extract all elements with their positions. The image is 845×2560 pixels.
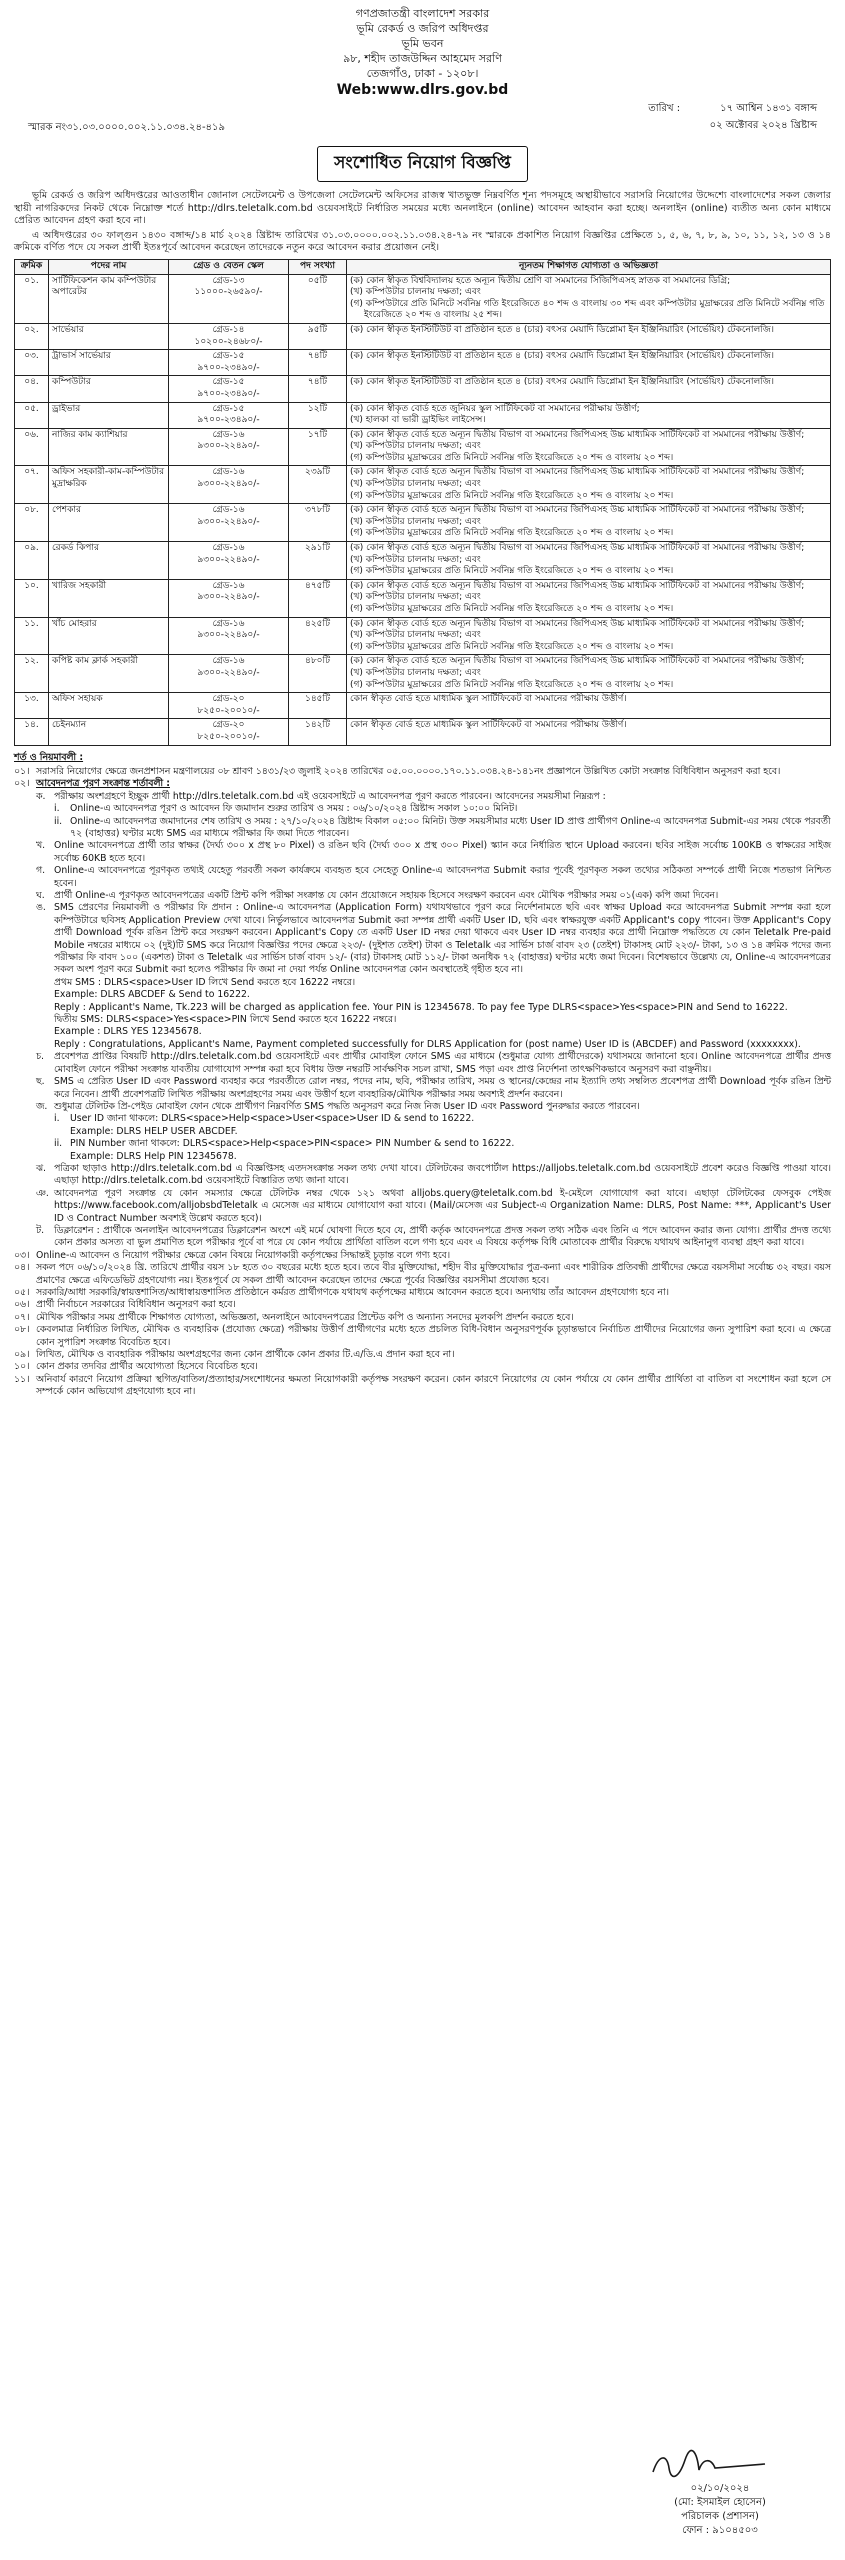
grade-label: গ্রেড-১৫ [212,351,245,362]
cell-grade [169,719,289,745]
date-bangla: ১৭ আশ্বিন ১৪৩১ বঙ্গাব্দ [720,103,817,114]
grade-label: গ্রেড-২০ [212,694,245,705]
qualification-line: (ক) কোন স্বীকৃত বোর্ড হতে জুনিয়র স্কুল সার্টিফিকেট বা সমমানের পরীক্ষায় উত্তীর্ণ; [350,403,640,414]
qualification-line: (ক) কোন স্বীকৃত ইনস্টিটিউট বা প্রতিষ্ঠান হতে ৪ (চার) বৎসর মেয়াদি ডিপ্লোমা ইন ইঞ্জিনিয়ারিং (সার্ভেয়িং) টেকনোলজি। [350,324,775,335]
qualification-line: (ক) কোন স্বীকৃত বোর্ড হতে অন্যূন দ্বিতীয় বিভাগ বা সমমানের জিপিএসহ উচ্চ মাধ্যমিক সার্টিফিকেট বা সমমানের পরীক্ষায় উত্তীর্ণ; [350,656,805,667]
qualification-line: (খ) কম্পিউটার চালনায় দক্ষতা; এবং [350,479,481,490]
qualification-line: (খ) কম্পিউটার চালনায় দক্ষতা; এবং [350,287,481,298]
qualification-line: (ক) কোন স্বীকৃত বোর্ড হতে অন্যূন দ্বিতীয় বিভাগ বা সমমানের জিপিএসহ উচ্চ মাধ্যমিক সার্টিফিকেট বা সমমানের পরীক্ষায় উত্তীর্ণ; [350,580,805,591]
rule-number: ০৬। [14,1299,30,1311]
cell-count: ৭৪টি [289,350,347,376]
th-grade: গ্রেড ও বেতন স্কেল [169,259,289,274]
table-header-row [15,259,831,274]
th-qualification: ন্যূনতম শিক্ষাগত যোগ্যতা ও অভিজ্ঞতা [347,259,831,274]
grade-label: গ্রেড-১৬ [212,580,245,591]
qualification-line: (খ) কম্পিউটার চালনায় দক্ষতা; এবং [350,667,481,678]
grade-label: গ্রেড-১৬ [212,543,245,554]
cell-grade [169,274,289,323]
cell-post-name: ট্রাভার্স সার্ভেয়ার [49,350,169,376]
header-department: ভূমি রেকর্ড ও জরিপ অধিদপ্তর [356,22,489,35]
cell-qualification [347,655,831,693]
rule-text: Online-এ আবেদনপত্রে পূরণকৃত তথ্যই যেহেতু পরবর্তী সকল কার্যক্রমে ব্যবহৃত হবে সেহেতু Online-এ আবেদনপত্র Submit করার পূর্বেই পূরণকৃত সকল তথ্যের সঠিকতা সম্পর্কে প্রার্থী নিজে শতভাগ নিশ্চিত হবেন। [54,865,831,889]
rule-sub-item [14,1225,831,1250]
pay-scale: ৯৭০০-২৩৪৯০/- [197,362,260,373]
cell-grade [169,655,289,693]
cell-serial: ১৪. [15,719,49,745]
rule-item [14,778,831,790]
cell-qualification [347,719,831,745]
pay-scale: ৮২৫০-২০০১০/- [197,731,260,742]
office-header [14,6,831,98]
rule-number: ঙ. [36,902,46,914]
cell-post-name: সার্ভেয়ার [49,323,169,349]
rule-text: প্রার্থী Online-এ পূরণকৃত আবেদনপত্রের একটি প্রিন্ট কপি পরীক্ষা সংক্রান্ত যে কোন প্রয়োজনে সহায়ক হিসেবে সংরক্ষণ করবেন এবং মৌখিক পরীক্ষার সময় ০১(এক) কপি জমা দিবেন। [54,890,719,901]
rule-text: আবেদনপত্র পূরণ সংক্রান্ত যে কোন সমস্যার ক্ষেত্রে টেলিটক নম্বর থেকে ১২১ অথবা alljobs.query@teletalk.com.bd ই-মেইলে যোগাযোগ করা যাবে। এছাড়া টেলিটকের ফেসবুক পেইজ https://www.facebook.com/alljobsbdTeletalk এ মেসেজ এর মাধ্যমে যোগাযোগ করা যাবে। (Mail/মেসেজ এর Subject-এ Organization Name: DLRS, Post Name: ***, Applicant's User ID ও Contract Number অবশ্যই উল্লেখ করতে হবে)। [54,1187,831,1224]
intro-paragraph: ভূমি রেকর্ড ও জরিপ অধিদপ্তরের আওতাধীন জোনাল সেটেলমেন্ট ও উপজেলা সেটেলমেন্ট অফিসের রাজস্ব খাতভুক্ত নিম্নবর্ণিত শূন্য পদসমূহে অস্থায়ীভাবে সরাসরি নিয়োগের উদ্দেশ্যে বাংলাদেশের সকল জেলার স্থায়ী নাগরিকদের নিকট থেকে নিম্নোক্ত শর্তে http://dlrs.teletalk.com.bd ওয়েবসাইটে নির্ধারিত সময়ের মধ্যে অনলাইনে (online) আবেদন আহবান করা হচ্ছে। অনলাইন (online) ব্যতীত অন্য কোন মাধ্যমে প্রেরিত আবেদন গ্রহণ করা হবে না। [14,190,831,227]
header-website[interactable]: Web:www.dlrs.gov.bd [336,82,509,98]
cell-qualification [347,350,831,376]
cell-count: ১৪২টি [289,719,347,745]
rule-text: কোন প্রকার তদবির প্রার্থীর অযোগ্যতা হিসেবে বিবেচিত হবে। [36,1361,258,1373]
rule-text: পরীক্ষায় অংশগ্রহণে ইচ্ছুক প্রার্থী http://dlrs.teletalk.com.bd এই ওয়েবসাইটে এ আবেদনপত্র পূরণ করতে পারবেন। আবেদনের সময়সীমা নিম্নরূপ : [54,790,606,802]
rule-sub-item [14,902,831,976]
rule-sub-item [14,840,831,865]
posts-table [14,259,831,746]
cell-count: ২৯১টি [289,542,347,580]
recovery-sms: DLRS<space>Help<space>User<space>User ID & send to 16222. [161,1113,475,1125]
table-row [15,655,831,693]
pay-scale: ১১০০০-২৬৫৯০/- [194,287,263,298]
cell-qualification [347,693,831,719]
signature-mark-icon [645,2448,795,2482]
cell-grade [169,428,289,466]
cell-count: ২৩৯টি [289,466,347,504]
cell-qualification [347,466,831,504]
cell-grade [169,350,289,376]
grade-label: গ্রেড-১৬ [212,505,245,516]
recovery-label: PIN Number জানা থাকলে: [70,1138,180,1150]
memo-line [14,98,831,142]
pay-scale: ৯৩০০-২২৪৯০/- [197,630,260,641]
intro-text [14,190,831,255]
th-serial: ক্রমিক [15,259,49,274]
header-address: ৯৮, শহীদ তাজউদ্দিন আহমেদ সরণি [343,52,502,65]
rule-sub-item [14,1113,831,1138]
rule-number: ০৯। [14,1349,30,1361]
recovery-label: User ID জানা থাকলে: [70,1113,159,1125]
rule-number: গ. [36,865,46,877]
grade-label: গ্রেড-১৬ [212,467,245,478]
rule-number: ক. [36,790,46,802]
cell-count: ৭৪টি [289,376,347,402]
qualification-line: (ক) কোন স্বীকৃত ইনস্টিটিউট বা প্রতিষ্ঠান হতে ৪ (চার) বৎসর মেয়াদি ডিপ্লোমা ইন ইঞ্জিনিয়ারিং (সার্ভেয়িং) টেকনোলজি। [350,351,775,362]
cell-qualification [347,504,831,542]
memo-date [648,100,817,134]
qualification-line: (খ) কম্পিউটার চালনায় দক্ষতা; এবং [350,554,481,565]
cell-count: ৪৭৫টি [289,579,347,617]
table-row [15,542,831,580]
pay-scale: ৯৩০০-২২৪৯০/- [197,441,260,452]
signature-date: ০২/১০/২০২৪ [690,2483,750,2494]
cell-grade [169,693,289,719]
cell-qualification [347,617,831,655]
rule-number: ০৩। [14,1249,30,1261]
rule-item [14,1324,831,1349]
cell-post-name: অফিস সহকারী-কাম-কম্পিউটার মুদ্রাক্ষরিক [49,466,169,504]
qualification-line: (গ) কম্পিউটার মুদ্রাক্ষরের প্রতি মিনিটে সর্বনিম্ন গতি ইংরেজিতে ২০ শব্দ ও বাংলায় ২০ শব্দ। [350,566,674,577]
cell-serial: ১১. [15,617,49,655]
qualification-line: (খ) হালকা বা ভারী ড্রাইভিং লাইসেন্স। [350,415,486,426]
recovery-sms: DLRS<space>Help<space>PIN<space> PIN Number & send to 16222. [182,1138,515,1150]
header-government: গণপ্রজাতন্ত্রী বাংলাদেশ সরকার [355,7,490,20]
signatory-designation: পরিচালক (প্রশাসন) [681,2511,759,2522]
rule-number: খ. [36,840,46,852]
cell-serial: ০৬. [15,428,49,466]
qualification-line: (গ) কম্পিউটার মুদ্রাক্ষরের প্রতি মিনিটে সর্বনিম্ন গতি ইংরেজিতে ২০ শব্দ ও বাংলায় ২০ শব্দ। [350,679,674,690]
rule-number: ট. [36,1224,45,1236]
rule-number: জ. [36,1100,48,1112]
table-row [15,617,831,655]
cell-post-name: খারিজ সহকারী [49,579,169,617]
cell-serial: ১৩. [15,693,49,719]
cell-grade [169,466,289,504]
rule-number: ১০। [14,1361,30,1373]
rule-sub-item [14,865,831,890]
cell-post-name: কপিষ্ট কাম ক্লার্ক সহকারী [49,655,169,693]
pay-scale: ৯৩০০-২২৪৯০/- [197,479,260,490]
rules-section [14,752,831,1399]
cell-qualification [347,376,831,402]
sms-first-reply: Reply : Applicant's Name, Tk.223 will be charged as application fee. Your PIN is 12345678. To pay fee Type DLRS<space>Yes<space>PIN and Send to 16222. [54,1001,788,1013]
rule-sub-item [14,890,831,902]
rule-item [14,766,831,778]
cell-qualification [347,274,831,323]
cell-qualification [347,323,831,349]
rule-text: SMS এ প্রেরিত User ID এবং Password ব্যবহার করে পরবর্তীতে রোল নম্বর, পদের নাম, ছবি, পরীক্ষার তারিখ, সময় ও স্থানের/কেন্দ্রের নাম ইত্যাদি তথ্য সম্বলিত প্রবেশপত্র প্রার্থী Download পূর্বক রঙিন প্রিন্ট করে নিবেন। প্রার্থী প্রবেশপত্রটি লিখিত পরীক্ষায় অংশগ্রহণের সময় এবং উত্তীর্ণ হলে ব্যবহারিক/মৌখিক পরীক্ষার সময় অবশ্যই প্রদর্শন করবেন। [54,1076,831,1100]
cell-post-name: রেকর্ড কিপার [49,542,169,580]
header-city: তেজগাঁও, ঢাকা - ১২০৮। [366,67,479,80]
rule-text: মৌখিক পরীক্ষার সময় প্রার্থীকে শিক্ষাগত যোগ্যতা, অভিজ্ঞতা, অনলাইনে আবেদনপত্রের প্রিন্টেড কপি ও অন্যান্য সনদের মূলকপি প্রদর্শন করতে হবে। [36,1311,574,1323]
qualification-line: (ক) কোন স্বীকৃত ইনস্টিটিউট বা প্রতিষ্ঠান হতে ৪ (চার) বৎসর মেয়াদি ডিপ্লোমা ইন ইঞ্জিনিয়ারিং (সার্ভেয়িং) টেকনোলজি। [350,377,775,388]
rule-text: ডিক্লারেশন : প্রার্থীকে অনলাইন আবেদনপত্রের ডিক্লারেশন অংশে এই মর্মে ঘোষণা দিতে হবে যে, প্রার্থী কর্তৃক আবেদনপত্রে প্রদত্ত সকল তথ্য সঠিক এবং তিনি এ পদে আবেদন করার জন্য যোগ্য। প্রার্থীর প্রদত্ত তথ্যে কোন প্রকার অসত্য বা ভুল প্রমাণিত হলে পরীক্ষার পূর্বে বা পরে যে কোন পর্যায়ে প্রার্থিতা বাতিল বলে গণ্য হবে এবং এ বিষয়ে কর্তৃপক্ষ বিধি মোতাবেক প্রার্থীর বিরুদ্ধে যথাযথ আইনানুগ ব্যবস্থা গ্রহণ করা যাবে। [54,1224,831,1249]
cell-grade [169,617,289,655]
cell-serial: ০৩. [15,350,49,376]
table-row [15,719,831,745]
sms-first: প্রথম SMS : DLRS<space>User ID লিখে Send করতে হবে 16222 নম্বরে। [54,976,356,988]
pay-scale: ১০২০০-২৪৬৮০/- [194,336,263,347]
sms-block [14,977,831,1051]
rule-sub-item [14,1076,831,1101]
qualification-line: (ক) কোন স্বীকৃত বোর্ড হতে অন্যূন দ্বিতীয় বিভাগ বা সমমানের জিপিএসহ উচ্চ মাধ্যমিক সার্টিফিকেট বা সমমানের পরীক্ষায় উত্তীর্ণ; [350,467,805,478]
qualification-line: (গ) কম্পিউটার মুদ্রাক্ষরের প্রতি মিনিটে সর্বনিম্ন গতি ইংরেজিতে ২০ শব্দ ও বাংলায় ২০ শব্দ। [350,641,674,652]
table-row [15,350,831,376]
rule-text: প্রবেশপত্র প্রাপ্তির বিষয়টি http://dlrs.teletalk.com.bd ওয়েবসাইটে এবং প্রার্থীর মোবাইল ফোনে SMS এর মাধ্যমে (শুধুমাত্র যোগ্য প্রার্থীদেরকে) যথাসময়ে জানানো হবে। Online আবেদনপত্রে প্রার্থীর প্রদত্ত মোবাইল ফোনে পরীক্ষা সংক্রান্ত যাবতীয় যোগাযোগ সম্পন্ন করা হবে বিধায় উক্ত নম্বরটি সার্বক্ষণিক সচল রাখা, SMS পড়া এবং প্রাপ্ত নির্দেশনা তাৎক্ষণিকভাবে অনুসরণ করা বাঞ্ছনীয়। [54,1051,831,1075]
rule-text: অনিবার্য কারণে নিয়োগ প্রক্রিয়া স্থগিত/বাতিল/প্রত্যাহার/সংশোধনের ক্ষমতা নিয়োগকারী কর্তৃপক্ষ সংরক্ষণ করেন। কোন কারণে নিয়োগের যে কোন পর্যায়ে যে কোন প্রার্থীর প্রার্থিতা বা বাতিল বা সংশোধন করা হলে সে সম্পর্কে কোন অভিযোগ গ্রহণযোগ্য হবে না। [36,1373,831,1398]
rule-sub-item [14,816,831,841]
cell-grade [169,402,289,428]
grade-label: গ্রেড-১৩ [212,275,245,286]
rule-text: পত্রিকা ছাড়াও http://dlrs.teletalk.com.bd এ বিজ্ঞপ্তিসহ এতদসংক্রান্ত সকল তথ্য দেখা যাবে। টেলিটকের জবপোর্টাল https://alljobs.teletalk.com.bd ওয়েবসাইটে প্রবেশ করেও বিজ্ঞপ্তি পাওয়া যাবে। এছাড়া http://dlrs.teletalk.com.bd ওয়েবসাইটে বিস্তারিত তথ্য জানা যাবে। [54,1162,831,1187]
cell-serial: ০৯. [15,542,49,580]
pay-scale: ৮২৫০-২০০১০/- [197,705,260,716]
cell-count: ১২টি [289,402,347,428]
rule-text: সরকারি/আধা সরকারি/স্বায়ত্তশাসিত/আধাস্বায়ত্তশাসিত প্রতিষ্ঠানে কর্মরত প্রার্থীগণকে যথাযথ কর্তৃপক্ষের মাধ্যমে আবেদন করতে হবে। অন্যথায় তাঁর আবেদন গ্রহণযোগ্য হবে না। [36,1287,669,1298]
recovery-example: Example: DLRS Help PIN 12345678. [70,1150,237,1162]
cell-grade [169,579,289,617]
pay-scale: ৯৭০০-২৩৪৯০/- [197,388,260,399]
cell-serial: ০৪. [15,376,49,402]
rule-number: ii. [54,815,63,827]
table-row [15,466,831,504]
date-label: তারিখ : [648,103,681,114]
qualification-line: (খ) কম্পিউটার চালনায় দক্ষতা; এবং [350,592,481,603]
rule-number: ০২। [14,778,30,790]
rule-text: Online-এ আবেদনপত্র জমাদানের শেষ তারিখ ও সময় : ২৭/১০/২০২৪ খ্রিষ্টাব্দ বিকাল ০৫:০০ মিনিট। উক্ত সময়সীমার মধ্যে User ID প্রাপ্ত প্রার্থীগণ Online-এ আবেদনপত্র Submit-এর সময় থেকে পরবর্তী ৭২ (বাহাত্তর) ঘণ্টার মধ্যে SMS এর মাধ্যমে পরীক্ষার ফি জমা দিতে পারবেন। [70,815,831,839]
table-row [15,274,831,323]
sms-second-reply: Reply : Congratulations, Applicant's Name, Payment completed successfully for DLRS Application for (post name) User ID is (ABCDEF) and Password (xxxxxxxx). [54,1038,801,1050]
table-row [15,504,831,542]
table-row [15,376,831,402]
rule-subheading: আবেদনপত্র পূরণ সংক্রান্ত শর্তাবলী : [36,778,170,790]
table-row [15,428,831,466]
rule-item [14,1361,831,1373]
rule-item [14,1312,831,1324]
rule-number: চ. [36,1051,44,1063]
grade-label: গ্রেড-১৫ [212,403,245,414]
rule-number: ০৭। [14,1311,30,1323]
cell-serial: ০২. [15,323,49,349]
rule-text: লিখিত, মৌখিক ও ব্যবহারিক পরীক্ষায় অংশগ্রহণের জন্য কোন প্রার্থীকে কোন প্রকার টি.এ/ডি.এ প্রদান করা হবে না। [36,1349,455,1361]
rule-number: ১১। [14,1373,30,1385]
rule-sub-item [14,1101,831,1113]
cell-serial: ০৭. [15,466,49,504]
rule-item [14,1262,831,1287]
qualification-line: (গ) কম্পিউটার মুদ্রাক্ষরের প্রতি মিনিটে সর্বনিম্ন গতি ইংরেজিতে ২০ শব্দ ও বাংলায় ২০ শব্দ। [350,528,674,539]
rule-sub-item [14,791,831,803]
rule-text: সকল পদে ০৬/১০/২০২৪ খ্রি. তারিখে প্রার্থীর বয়স ১৮ হতে ৩০ বছরের মধ্যে হতে হবে। তবে বীর মুক্তিযোদ্ধা, শহীদ বীর মুক্তিযোদ্ধার পুত্র-কন্যা এবং শারীরিক প্রতিবন্ধী প্রার্থীদের ক্ষেত্রে বয়সসীমা সর্বোচ্চ ৩২ বছর। বয়স প্রমাণের ক্ষেত্রে এফিডেভিট গ্রহণযোগ্য নয়। ইতঃপূর্বে যে সকল প্রার্থী আবেদন করেছেন তাদের ক্ষেত্রে পূর্বের বিজ্ঞপ্তির বয়সসীমা প্রযোজ্য হবে। [36,1262,831,1286]
cell-count: ৪২৫টি [289,617,347,655]
th-post-name: পদের নাম [49,259,169,274]
sms-second: দ্বিতীয় SMS: DLRS<space>Yes<space>PIN লিখে Send করতে হবে 16222 নম্বরে। [54,1014,397,1026]
qualification-line: (ক) কোন স্বীকৃত বোর্ড হতে অন্যূন দ্বিতীয় বিভাগ বা সমমানের জিপিএসহ উচ্চ মাধ্যমিক সার্টিফিকেট বা সমমানের পরীক্ষায় উত্তীর্ণ; [350,505,805,516]
cell-serial: ০১. [15,274,49,323]
rules-heading: শর্ত ও নিয়মাবলী : [14,751,84,763]
cell-count: ১৪৫টি [289,693,347,719]
rule-number: ০৪। [14,1262,30,1274]
rule-item [14,1349,831,1361]
rule-item [14,1299,831,1311]
rule-number: ০৮। [14,1324,30,1336]
rule-item [14,1250,831,1262]
qualification-line: (খ) কম্পিউটার চালনায় দক্ষতা; এবং [350,516,481,527]
rule-number: ছ. [36,1076,45,1088]
pay-scale: ৯৩০০-২২৪৯০/- [197,592,260,603]
date-english: ০২ অক্টোবর ২০২৪ খ্রিষ্টাব্দ [709,120,817,131]
posts-table-body [15,274,831,745]
rule-text: প্রার্থী নির্বাচনে সরকারের বিধিবিধান অনুসরণ করা হবে। [36,1299,236,1311]
cell-qualification [347,428,831,466]
rule-number: i. [54,1113,60,1125]
signature-block [625,2448,815,2538]
table-row [15,693,831,719]
intro-paragraph: এ অধিদপ্তরের ৩০ ফাল্গুন ১৪৩০ বঙ্গাব্দ/১৪ মার্চ ২০২৪ খ্রিষ্টাব্দ তারিখের ৩১.০৩.০০০০.০০২.১১.০৩৪.২৪-৭৯ নং স্মারকে প্রকাশিত নিয়োগ বিজ্ঞপ্তির প্রেক্ষিতে ১, ৫, ৬, ৭, ৮, ৯, ১০, ১১, ১২, ১৩ ও ১৪ ক্রমিকে বর্ণিত পদে যে সকল প্রার্থী ইতঃপূর্বে আবেদন করেছেন তাদেরকে নতুন করে আবেদন করার প্রয়োজন নেই। [14,229,831,254]
cell-count: ০৫টি [289,274,347,323]
rule-number: ০৫। [14,1287,30,1298]
sms-second-example: Example : DLRS YES 12345678. [54,1026,202,1038]
qualification-line: (ক) কোন স্বীকৃত বিশ্ববিদ্যালয় হতে অন্যূন দ্বিতীয় শ্রেণি বা সমমানের সিজিপিএসহ স্নাতক বা সমমানের ডিগ্রি; [350,275,731,286]
table-row [15,323,831,349]
cell-post-name: নাজির কাম ক্যাশিয়ার [49,428,169,466]
pay-scale: ৯৩০০-২২৪৯০/- [197,554,260,565]
grade-label: গ্রেড-১৬ [212,618,245,629]
cell-post-name: খাঁচ মোহরার [49,617,169,655]
pay-scale: ৯৩০০-২২৪৯০/- [197,516,260,527]
rule-text: Online-এ আবেদনপত্র পূরণ ও আবেদন ফি জমাদান শুরুর তারিখ ও সময় : ০৬/১০/২০২৪ খ্রিষ্টাব্দ সকাল ১০:০০ মিনিট। [70,803,518,815]
rule-sub-item [14,1051,831,1076]
th-count: পদ সংখ্যা [289,259,347,274]
cell-count: ৩৭৮টি [289,504,347,542]
pay-scale: ৯৩০০-২২৪৯০/- [197,667,260,678]
cell-grade [169,504,289,542]
rule-text: Online-এ আবেদন ও নিয়োগ পরীক্ষার ক্ষেত্রে কোন বিষয়ে নিয়োগকারী কর্তৃপক্ষের সিদ্ধান্তই চূড়ান্ত বলে গণ্য হবে। [36,1249,451,1261]
rule-text: শুধুমাত্র টেলিটক প্রি-পেইড মোবাইল ফোন থেকে প্রার্থীগণ নিম্নবর্ণিত SMS পদ্ধতি অনুসরণ করে নিজ নিজ User ID এবং Password পুনরুদ্ধার করতে পারবেন। [54,1100,640,1112]
rule-text: সরাসরি নিয়োগের ক্ষেত্রে জনপ্রশাসন মন্ত্রণালয়ের ০৮ শ্রাবণ ১৪৩১/২৩ জুলাই ২০২৪ তারিখের ০৫.০০.০০০০.১৭০.১১.০৩৪.২৪-১৪১নং প্রজ্ঞাপনে উল্লিখিত কোটা সংক্রান্ত বিধিবিধান অনুসরণ করা হবে। [36,765,781,777]
qualification-line: (গ) কম্পিউটার মুদ্রাক্ষরের প্রতি মিনিটে সর্বনিম্ন গতি ইংরেজিতে ২০ শব্দ ও বাংলায় ২০ শব্দ। [350,604,674,614]
notice-title: সংশোধিত নিয়োগ বিজ্ঞপ্তি [317,146,528,182]
cell-post-name: ড্রাইভার [49,402,169,428]
sms-first-example: Example: DLRS ABCDEF & Send to 16222. [54,989,250,1001]
signatory-name: (মো: ইসমাইল হোসেন) [674,2497,766,2508]
rule-sub-item [14,1188,831,1225]
rule-sub-item [14,1163,831,1188]
qualification-line: কোন স্বীকৃত বোর্ড হতে মাধ্যমিক স্কুল সার্টিফিকেট বা সমমানের পরীক্ষায় উত্তীর্ণ। [350,720,627,731]
cell-serial: ০৫. [15,402,49,428]
rule-text: SMS প্রেরণের নিয়মাবলী ও পরীক্ষার ফি প্রদান : Online-এ আবেদনপত্র (Application Form) যথাযথভাবে পূরণ করে নির্দেশনামতে ছবি এবং স্বাক্ষর Upload করে আবেদনপত্র Submit সম্পন্ন করা হলে কম্পিউটারে ছবিসহ Application Preview দেখা যাবে। নির্ভুলভাবে আবেদনপত্র Submit করা সম্পন্ন প্রার্থী একটি User ID, ছবি এবং স্বাক্ষরযুক্ত একটি Applicant's copy পাবেন। উক্ত Applicant's Copy প্রার্থী Download পূর্বক রঙিন প্রিন্ট করে সংরক্ষণ করবেন। Applicant's Copy তে একটি User ID নম্বর দেয়া থাকবে এবং User ID নম্বর ব্যবহার করে প্রার্থী নিম্নোক্ত পদ্ধতিতে যে কোন Teletalk Pre-paid Mobile নম্বরের মাধ্যমে ০২ (দুই)টি SMS করে নিয়োগ বিজ্ঞপ্তির পদের ক্ষেত্রে ২২৩/- (দুইশত তেইশ) টাকা ও Teletalk এর সার্ভিস চার্জ বাবদ ২৩ (তেইশ) টাকাসহ মোট ২২৩/- টাকা, ১৩ ও ১৪ ক্রমিক পদের জন্য পরীক্ষার ফি বাবদ ১০০ (একশত) টাকা ও Teletalk এর সার্ভিস চার্জ বাবদ ১২/- (বার) টাকাসহ মোট ১১২/- টাকা অনধিক ৭২ (বাহাত্তর) ঘণ্টার মধ্যে জমা দিবেন। বিশেষভাবে উল্লেখ্য যে, Online-এ আবেদনপত্রের সকল অংশ পূরণ করে Submit করা হলেও পরীক্ষার ফি জমা না দেয়া পর্যন্ত Online আবেদনপত্র কোন অবস্থাতেই গৃহীত হবে না। [54,902,831,976]
cell-post-name: চেইনম্যান [49,719,169,745]
qualification-line: (খ) কম্পিউটার চালনায় দক্ষতা; এবং [350,630,481,641]
qualification-line: (ক) কোন স্বীকৃত বোর্ড হতে অন্যূন দ্বিতীয় বিভাগ বা সমমানের জিপিএসহ উচ্চ মাধ্যমিক সার্টিফিকেট বা সমমানের পরীক্ষায় উত্তীর্ণ; [350,429,805,440]
cell-grade [169,323,289,349]
rule-number: ঝ. [36,1162,46,1174]
grade-label: গ্রেড-১৬ [212,429,245,440]
rule-number: ০১। [14,765,30,777]
cell-grade [169,376,289,402]
cell-qualification [347,402,831,428]
rule-item [14,1287,831,1299]
grade-label: গ্রেড-১৫ [212,377,245,388]
rule-number: i. [54,803,60,815]
rule-number: ii. [54,1138,63,1150]
memo-ref: স্মারক নং৩১.০৩.০০০০.০০২.১১.০৩৪.২৪-৪১৯ [28,122,226,133]
rule-sub-item [14,1138,831,1163]
grade-label: গ্রেড-২০ [212,720,245,731]
cell-post-name: পেশকার [49,504,169,542]
cell-serial: ১০. [15,579,49,617]
cell-count: ৪৮০টি [289,655,347,693]
qualification-line: (খ) কম্পিউটার চালনায় দক্ষতা; এবং [350,441,481,452]
cell-post-name: অফিস সহায়ক [49,693,169,719]
cell-grade [169,542,289,580]
table-row [15,402,831,428]
qualification-line: (গ) কম্পিউটারে প্রতি মিনিটে সর্বনিম্ন গতি ইংরেজিতে ৪০ শব্দ ও বাংলায় ৩০ শব্দ এবং কম্পিউটার মুদ্রাক্ষরের প্রতি মিনিটে সর্বনিম্ন গতি ইংরেজিতে ২০ শব্দ ও বাংলায় ২৫ শব্দ। [350,298,825,321]
qualification-line: কোন স্বীকৃত বোর্ড হতে মাধ্যমিক স্কুল সার্টিফিকেট বা সমমানের পরীক্ষায় উত্তীর্ণ। [350,694,627,705]
qualification-line: (ক) কোন স্বীকৃত বোর্ড হতে অন্যূন দ্বিতীয় বিভাগ বা সমমানের জিপিএসহ উচ্চ মাধ্যমিক সার্টিফিকেট বা সমমানের পরীক্ষায় উত্তীর্ণ; [350,543,805,554]
rule-item [14,1374,831,1399]
grade-label: গ্রেড-১৪ [212,324,245,335]
qualification-line: (গ) কম্পিউটার মুদ্রাক্ষরের প্রতি মিনিটে সর্বনিম্ন গতি ইংরেজিতে ২০ শব্দ ও বাংলায় ২০ শব্দ। [350,490,674,501]
cell-serial: ১২. [15,655,49,693]
grade-label: গ্রেড-১৬ [212,656,245,667]
header-building: ভূমি ভবন [401,37,444,50]
cell-count: ৯৫টি [289,323,347,349]
qualification-line: (ক) কোন স্বীকৃত বোর্ড হতে অন্যূন দ্বিতীয় বিভাগ বা সমমানের জিপিএসহ উচ্চ মাধ্যমিক সার্টিফিকেট বা সমমানের পরীক্ষায় উত্তীর্ণ; [350,618,805,629]
signatory-phone: ফোন : ৯১০৪৫০৩ [682,2525,758,2536]
rule-text: কেবলমাত্র নির্ধারিত লিখিত, মৌখিক ও ব্যবহারিক (প্রযোজ্য ক্ষেত্রে) পরীক্ষায় উত্তীর্ণ প্রার্থীগণের মধ্যে হতে প্রচলিত বিধি-বিধান অনুসরণপূর্বক চূড়ান্তভাবে নির্বাচিত প্রার্থীদের নিয়োগের জন্য সুপারিশ করা হবে। এ ক্ষেত্রে কোন সুপারিশ সংক্রান্ত বিবেচিত হবে। [36,1324,831,1348]
cell-count: ১৭টি [289,428,347,466]
cell-serial: ০৮. [15,504,49,542]
rule-number: ঘ. [36,890,45,901]
rule-text: Online আবেদনপত্রে প্রার্থী তার স্বাক্ষর (দৈর্ঘ্য ৩০০ x প্রস্থ ৮০ Pixel) ও রঙিন ছবি (দৈর্ঘ্য ৩০০ x প্রস্থ ৩০০ Pixel) স্ক্যান করে নির্ধারিত স্থানে Upload করবেন। ছবির সাইজ সর্বোচ্চ 100KB ও স্বাক্ষরের সাইজ সর্বোচ্চ 60KB হতে হবে। [54,840,831,864]
qualification-line: (গ) কম্পিউটার মুদ্রাক্ষরের প্রতি মিনিটে সর্বনিম্ন গতি ইংরেজিতে ২০ শব্দ ও বাংলায় ২০ শব্দ। [350,452,674,463]
cell-post-name: সার্টিফিকেশন কাম কম্পিউটার অপারেটর [49,274,169,323]
rule-number: ঞ. [36,1187,49,1199]
cell-qualification [347,579,831,617]
rule-sub-item [14,803,831,815]
table-row [15,579,831,617]
cell-post-name: কম্পিউটার [49,376,169,402]
pay-scale: ৯৭০০-২৩৪৯০/- [197,415,260,426]
cell-qualification [347,542,831,580]
recovery-example: Example: DLRS HELP USER ABCDEF. [70,1125,238,1137]
